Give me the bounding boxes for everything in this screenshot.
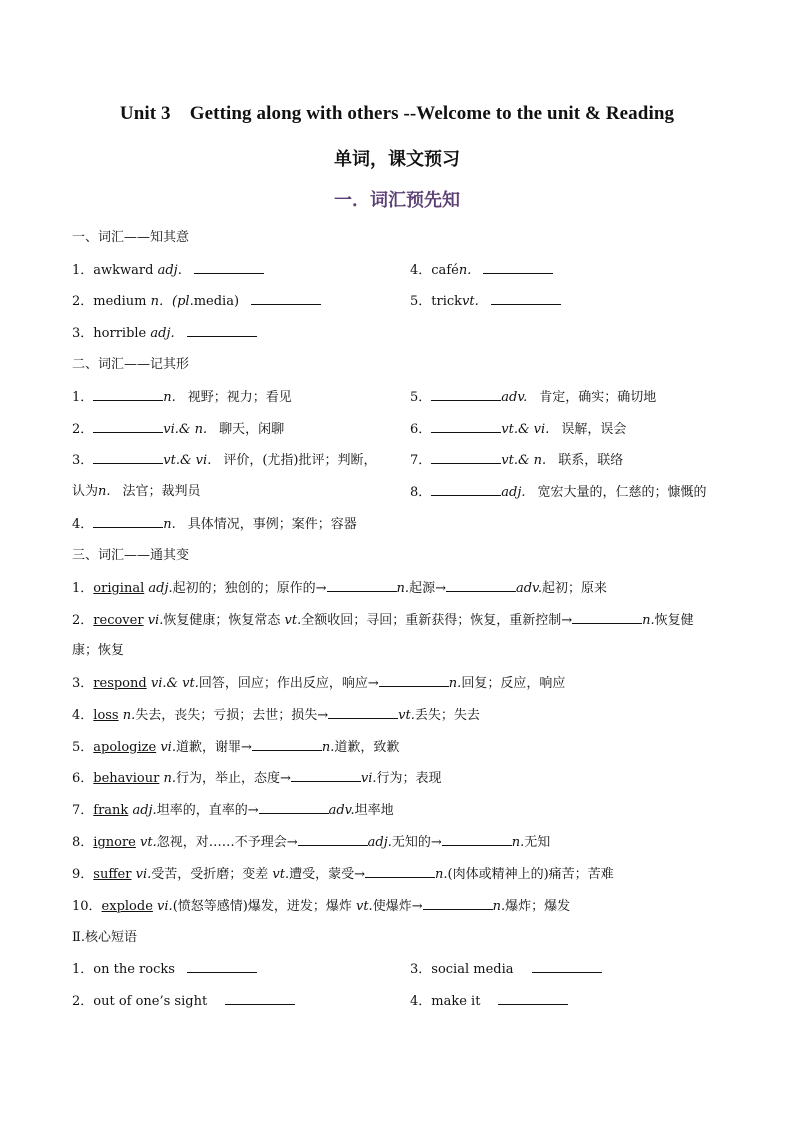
p1-item-4: 4．cafén.	[410, 261, 553, 280]
answer-blank[interactable]	[328, 706, 398, 719]
p2-item-1: 1． n. 视野；视力；看见	[72, 390, 292, 405]
answer-blank[interactable]	[252, 738, 322, 751]
part1-heading: 一、词汇——知其意	[72, 230, 190, 245]
answer-blank[interactable]	[93, 515, 163, 528]
answer-blank[interactable]	[298, 833, 368, 846]
answer-blank[interactable]	[532, 960, 602, 973]
p1-item-1: 1．awkward adj.	[72, 261, 264, 280]
p4-item-1: 1．on the rocks	[72, 960, 257, 979]
p1-item-3: 3．horrible adj.	[72, 324, 257, 343]
answer-blank[interactable]	[225, 992, 295, 1005]
p3-item-7: 7．frank adj.坦率的，直率的→ adv.坦率地	[72, 803, 394, 818]
answer-blank[interactable]	[251, 292, 321, 305]
p3-item-6: 6．behaviour n.行为，举止，态度→ vi.行为；表现	[72, 771, 442, 786]
answer-blank[interactable]	[194, 261, 264, 274]
p2-item-3: 3． vt.& vi. 评价，(尤指)批评；判断，	[72, 453, 377, 468]
answer-blank[interactable]	[431, 451, 501, 464]
answer-blank[interactable]	[442, 833, 512, 846]
p2-item-8: 8． adj. 宽宏大量的，仁慈的；慷慨的	[410, 485, 707, 500]
answer-blank[interactable]	[291, 769, 361, 782]
part2-heading: 二、词汇——记其形	[72, 357, 190, 372]
answer-blank[interactable]	[498, 992, 568, 1005]
answer-blank[interactable]	[572, 611, 642, 624]
p3-item-1: 1．original adj.起初的；独创的；原作的→ n.起源→ adv.起初；原来	[72, 581, 607, 596]
p3-item-2-cont: 康；恢复	[72, 643, 125, 658]
answer-blank[interactable]	[327, 579, 397, 592]
answer-blank[interactable]	[93, 388, 163, 401]
p4-item-4: 4．make it	[410, 992, 568, 1011]
answer-blank[interactable]	[491, 292, 561, 305]
p2-item-4: 4． n. 具体情况，事例；案件；容器	[72, 517, 357, 532]
answer-blank[interactable]	[431, 483, 501, 496]
page-subtitle: 单词，课文预习	[334, 149, 460, 170]
answer-blank[interactable]	[483, 261, 553, 274]
unit-title: Unit 3 Getting along with others --Welcome to the unit & Reading	[119, 103, 675, 124]
p3-item-4: 4．loss n.失去，丧失；亏损；去世；损失→ vt.丢失；失去	[72, 708, 480, 723]
p2-item-5: 5． adv. 肯定，确实；确切地	[410, 390, 657, 405]
section-title: 一．词汇预先知	[334, 190, 460, 211]
answer-blank[interactable]	[446, 579, 516, 592]
answer-blank[interactable]	[259, 801, 329, 814]
answer-blank[interactable]	[187, 324, 257, 337]
answer-blank[interactable]	[93, 420, 163, 433]
p4-item-2: 2．out of one’s sight	[72, 992, 295, 1011]
p3-item-8: 8．ignore vt.忽视，对……不予理会→ adj.无知的→ n.无知	[72, 835, 551, 850]
answer-blank[interactable]	[93, 451, 163, 464]
answer-blank[interactable]	[379, 674, 449, 687]
p2-item-7: 7． vt.& n. 联系，联络	[410, 453, 624, 468]
p1-item-2: 2．medium n．(pl.media)	[72, 292, 321, 311]
p3-item-3: 3．respond vi.& vt.回答，回应；作出反应，响应→ n.回复；反应，响应	[72, 676, 566, 691]
p2-item-6: 6． vt.& vi. 误解，误会	[410, 422, 627, 437]
p3-item-9: 9．suffer vi.受苦，受折磨；变差 vt.遭受，蒙受→ n.(肉体或精神上的)痛苦；苦难	[72, 867, 614, 882]
p2-item-2: 2． vi.& n. 聊天，闲聊	[72, 422, 285, 437]
answer-blank[interactable]	[431, 420, 501, 433]
answer-blank[interactable]	[365, 865, 435, 878]
part4-heading: Ⅱ.核心短语	[72, 930, 137, 945]
p3-item-5: 5．apologize vi.道歉，谢罪→ n.道歉，致歉	[72, 740, 400, 755]
part3-heading: 三、词汇——通其变	[72, 548, 190, 563]
answer-blank[interactable]	[187, 960, 257, 973]
p1-item-5: 5．trickvt.	[410, 292, 561, 311]
p2-item-3-cont: 认为n. 法官；裁判员	[72, 484, 201, 499]
p3-item-10: 10．explode vi.(愤怒等感情)爆发，迸发；爆炸 vt.使爆炸→ n.爆炸；爆发	[72, 899, 571, 914]
answer-blank[interactable]	[431, 388, 501, 401]
p4-item-3: 3．social media	[410, 960, 602, 979]
answer-blank[interactable]	[423, 897, 493, 910]
p3-item-2: 2．recover vi.恢复健康；恢复常态 vt.全额收回；寻回；重新获得；恢复，重新控制→ n.恢复健	[72, 613, 694, 628]
